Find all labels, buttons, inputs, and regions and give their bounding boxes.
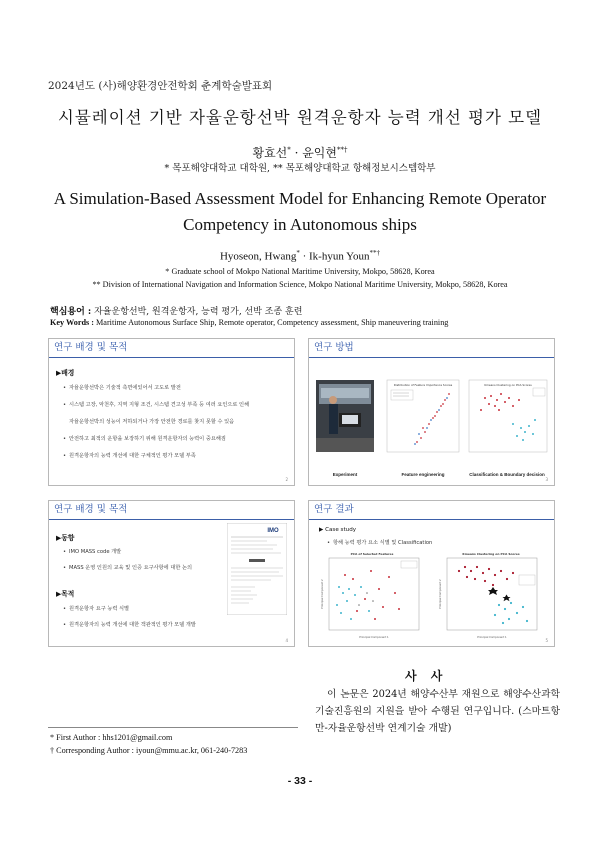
slide-background	[48, 338, 295, 486]
kmeans-chart	[438, 552, 537, 639]
title-english: A Simulation-Based Assessment Model for Enhancing Remote Operator Competency in Autonomous ships	[53, 189, 547, 234]
slide-title: 연구 방법	[309, 339, 554, 358]
acknowledgment-title: 사 사	[405, 669, 448, 683]
imo-document-thumbnail	[227, 523, 287, 615]
author-1: 황효선	[252, 146, 288, 160]
list-item: • 원격운항자의 능력 개선에 대한 구체적인 평가 모델 부족	[63, 453, 196, 459]
list-item: • 항해 능력 평가 요소 식별 및 Classification	[327, 540, 433, 546]
conference-header: 2024년도 (사)해양환경안전학회 춘계학술발표회	[48, 80, 273, 92]
y-axis-label: Principal Component 2	[321, 579, 324, 609]
chart-title: Distribution of Feature Importance Scores	[393, 383, 453, 387]
affiliation-english-2: ** Division of International Navigation and Information Science, Mokpo National Maritime University, Mokpo, 58628, Korea	[92, 280, 508, 289]
list-item: • 안전하고 최적의 운항을 보장하기 위해 원격운항자의 능력이 중요해짐	[63, 436, 226, 442]
footnote-corresponding-author: † Corresponding Author : iyoun@mmu.ac.kr, 061-240-7283	[50, 746, 248, 755]
acknowledgment-body: 이 논문은 2024년 해양수산부 재원으로 해양수산과학기술진흥원의 지원을 받아 수행된 연구입니다. (스마트항만-자율운항선박 연계기술 개발)	[315, 689, 560, 734]
slide-results	[308, 500, 555, 647]
keywords-english: Key Words : Maritime Autonomous Surface Ship, Remote operator, Competency assessment, Ship maneuvering training	[50, 318, 449, 327]
list-item: • IMO MASS code 개발	[63, 549, 122, 555]
pca-chart	[320, 552, 419, 639]
affiliation-english-1: * Graduate school of Mokpo National Maritime University, Mokpo, 58628, Korea	[165, 267, 435, 276]
slide-page-number: 5	[545, 638, 548, 643]
affiliation-korean: * 목포해양대학교 대학원, ** 목포해양대학교 항해정보시스템학부	[164, 163, 436, 174]
results-charts	[309, 549, 554, 645]
method-figures	[309, 358, 554, 484]
page-number: - 33 -	[287, 775, 313, 787]
slide-background-2	[48, 500, 295, 647]
slide-title: 연구 배경 및 목적	[49, 339, 294, 358]
x-axis-label: Principal Component 1	[477, 636, 507, 639]
chart-title: Kmeans Clustering on PCA Scores	[462, 552, 520, 556]
section-heading: ▶목적	[56, 590, 75, 598]
slide-title: 연구 배경 및 목적	[49, 501, 294, 520]
feature-importance-chart	[387, 380, 459, 452]
slide-page-number: 2	[285, 477, 288, 482]
footnote-divider	[48, 727, 298, 728]
title-korean: 시뮬레이션 기반 자율운항선박 원격운항자 능력 개선 평가 모델	[57, 108, 543, 127]
slide-title: 연구 결과	[309, 501, 554, 520]
chart-title: Kmeans Clustering on PCA Scores	[484, 383, 532, 387]
x-axis-label: Principal Component 1	[359, 636, 389, 639]
list-item: 자율운항선박의 성능이 저하되거나 가장 안전한 경로를 찾지 못할 수 있음	[69, 419, 235, 425]
list-item: • 시스템 고장, 악천후, 지역 지형 조건, 시스템 견고성 부족 등 여러 요인으로 인해	[63, 402, 250, 408]
label-classification: Classification & Boundary decision	[469, 472, 545, 477]
label-experiment: Experiment	[332, 472, 358, 477]
section-heading: ▶동향	[56, 534, 75, 542]
imo-logo: IMO	[267, 528, 279, 534]
chart-title: PCA of Selected Features	[350, 552, 394, 556]
keywords-korean: 핵심용어 : 자율운항선박, 원격운항자, 능력 평가, 선박 조종 훈련	[50, 307, 303, 317]
list-item: • 원격운항자 요구 능력 식별	[63, 606, 130, 612]
authors-english: Hyoseon, Hwang* · Ik-hyun Youn**†	[219, 249, 381, 263]
y-axis-label: Principal Component 2	[439, 579, 442, 609]
label-feature-engineering: Feature engineering	[401, 472, 445, 477]
slide-page-number: 3	[545, 477, 548, 482]
classification-chart	[469, 380, 547, 452]
simulator-photo	[316, 380, 374, 452]
slide-page-number: 4	[285, 638, 288, 643]
section-heading: ▶배경	[56, 369, 75, 377]
authors-korean: 황효선* · 윤익현**†	[252, 146, 348, 160]
author-2: 윤익현	[302, 146, 337, 160]
list-item: • MASS 운영 인원의 교육 및 인증 요구사항에 대한 논의	[63, 565, 193, 571]
list-item: • 자율운항선박은 기술적 측면에있어서 고도로 발전	[63, 385, 181, 391]
slide-method	[308, 338, 555, 486]
list-item: • 원격운항자의 능력 개선에 대한 객관적인 평가 모델 개발	[63, 622, 196, 628]
section-heading: ▶ Case study	[319, 527, 357, 533]
footnote-first-author: * First Author : hhs1201@gmail.com	[50, 733, 173, 742]
